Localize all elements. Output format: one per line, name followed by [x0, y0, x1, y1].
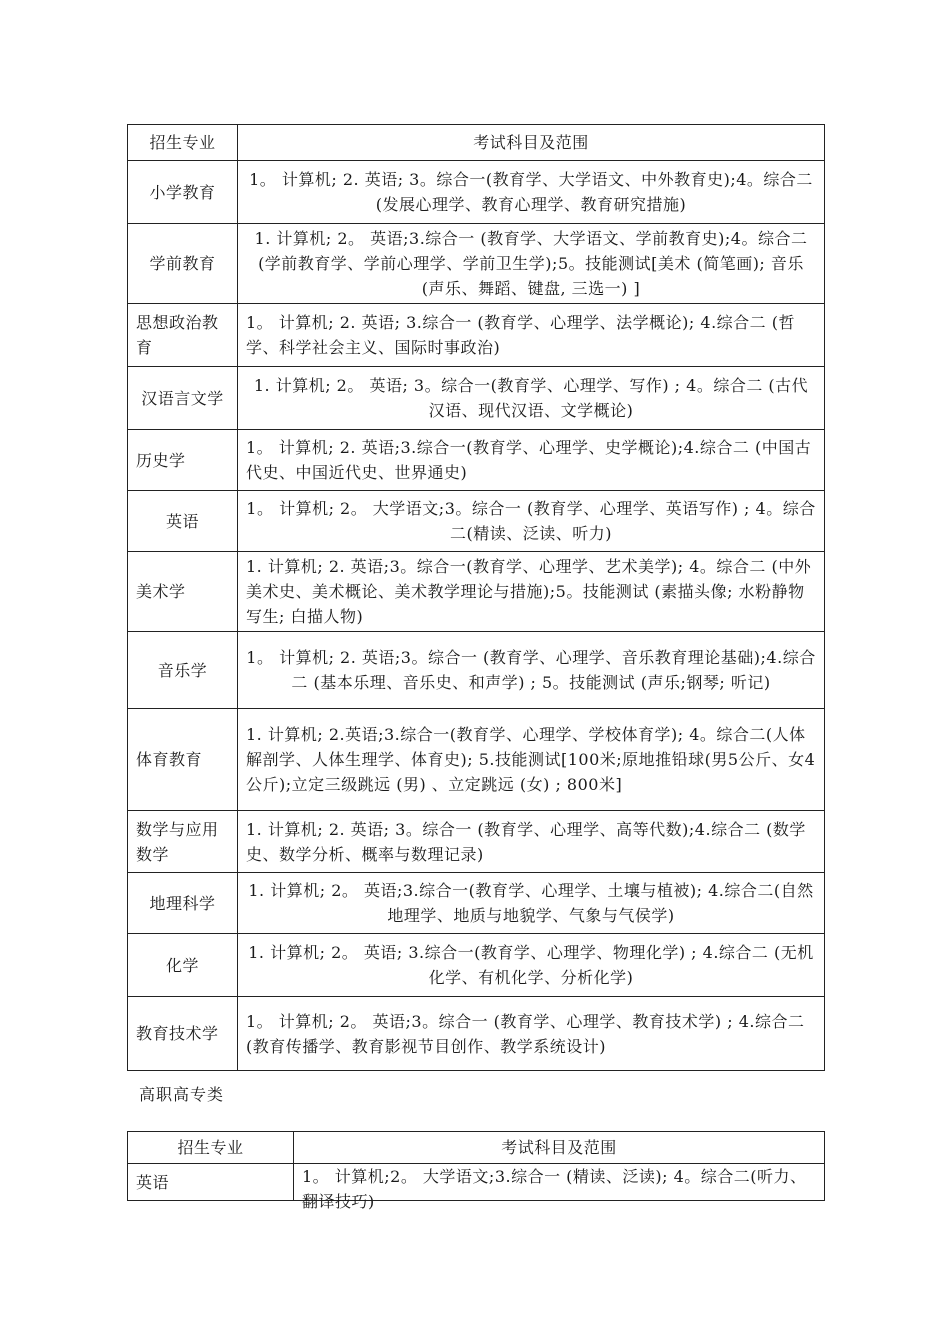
header-major: 招生专业 [128, 125, 238, 161]
vocational-subjects-table [127, 1131, 825, 1211]
row-subjects: 1。 计算机; 2. 英语; 3.综合一 (教育学、心理学、法学概论); 4.综合二 (哲学、科学社会主义、国际时事政治) [238, 304, 825, 367]
table-row [128, 1164, 825, 1201]
table-header-row [128, 1132, 825, 1164]
table-row [128, 934, 825, 997]
header-subjects: 考试科目及范围 [238, 125, 825, 161]
row-major: 音乐学 [128, 632, 238, 709]
header-major: 招生专业 [128, 1132, 294, 1164]
row-subjects: 1。 计算机; 2. 英语;3。综合一 (教育学、心理学、音乐教育理论基础);4.综合二 (基本乐理、音乐史、和声学) ; 5。技能测试 (声乐;钢琴; 听记) [238, 632, 825, 709]
row-subjects: 1。 计算机; 2. 英语;3.综合一(教育学、心理学、史学概论);4.综合二 (中国古代史、中国近代史、世界通史) [238, 430, 825, 491]
row-major: 历史学 [128, 430, 238, 491]
row-major: 英语 [128, 491, 238, 552]
row-major: 化学 [128, 934, 238, 997]
table-row [128, 304, 825, 367]
table-row [128, 367, 825, 430]
row-subjects: 1. 计算机; 2. 英语; 3。综合一 (教育学、心理学、高等代数);4.综合二 (数学史、数学分析、概率与数理记录) [238, 811, 825, 873]
table-row [128, 224, 825, 304]
row-major: 学前教育 [128, 224, 238, 304]
table-row [128, 430, 825, 491]
table-row [128, 811, 825, 873]
row-major: 教育技术学 [128, 997, 238, 1071]
row-major: 英语 [128, 1164, 294, 1201]
row-subjects: 1. 计算机; 2.英语;3.综合一(教育学、心理学、学校体育学); 4。综合二(人体解剖学、人体生理学、体育史); 5.技能测试[100米;原地推铅球(男5公斤、女4公斤);立定三级跳远 (男) 、立定跳远 (女) ; 800米] [238, 709, 825, 811]
row-major: 小学教育 [128, 161, 238, 224]
table-header-row [128, 125, 825, 161]
row-subjects: 1. 计算机; 2。 英语; 3.综合一(教育学、心理学、物理化学) ; 4.综合二 (无机化学、有机化学、分析化学) [238, 934, 825, 997]
row-subjects: 1. 计算机; 2。 英语;3.综合一 (教育学、大学语文、学前教育史);4。综合二(学前教育学、学前心理学、学前卫生学);5。技能测试[美术 (简笔画); 音乐 (声乐、舞蹈、键盘, 三选一) ] [238, 224, 825, 304]
row-subjects: 1. 计算机; 2. 英语;3。综合一(教育学、心理学、艺术美学); 4。综合二 (中外美术史、美术概论、美术教学理论与措施);5。技能测试 (素描头像; 水粉静物写生; 白描人物) [238, 552, 825, 632]
table-row [128, 632, 825, 709]
row-subjects: 1. 计算机; 2。 英语;3.综合一(教育学、心理学、土壤与植被); 4.综合二(自然地理学、地质与地貌学、气象与气侯学) [238, 873, 825, 934]
row-major: 地理科学 [128, 873, 238, 934]
exam-subjects-table [127, 124, 825, 1071]
table-row [128, 873, 825, 934]
section-title: 高职高专类 [139, 1085, 225, 1104]
header-subjects: 考试科目及范围 [294, 1132, 825, 1164]
table-row [128, 491, 825, 552]
row-subjects: 1。 计算机; 2。 英语;3。综合一 (教育学、心理学、教育技术学) ; 4.综合二 (教育传播学、教育影视节目创作、教学系统设计) [238, 997, 825, 1071]
row-subjects: 1. 计算机; 2。 英语; 3。综合一(教育学、心理学、写作) ; 4。综合二 (古代汉语、现代汉语、文学概论) [238, 367, 825, 430]
table-row [128, 161, 825, 224]
row-subjects: 1。 计算机; 2。 大学语文;3。综合一 (教育学、心理学、英语写作) ; 4。综合二(精读、泛读、听力) [238, 491, 825, 552]
table-row [128, 552, 825, 632]
table-row [128, 997, 825, 1071]
row-major: 思想政治教育 [128, 304, 238, 367]
row-subjects-text: 1。 计算机;2。 大学语文;3.综合一 (精读、泛读); 4。综合二(听力、翻译技巧) [302, 1167, 807, 1211]
row-major: 汉语言文学 [128, 367, 238, 430]
table-row [128, 709, 825, 811]
row-major: 数学与应用数学 [128, 811, 238, 873]
row-subjects: 1。 计算机; 2. 英语; 3。综合一(教育学、大学语文、中外教育史);4。综合二 (发展心理学、教育心理学、教育研究措施) [238, 161, 825, 224]
row-major: 美术学 [128, 552, 238, 632]
row-major: 体育教育 [128, 709, 238, 811]
row-subjects [294, 1164, 825, 1211]
